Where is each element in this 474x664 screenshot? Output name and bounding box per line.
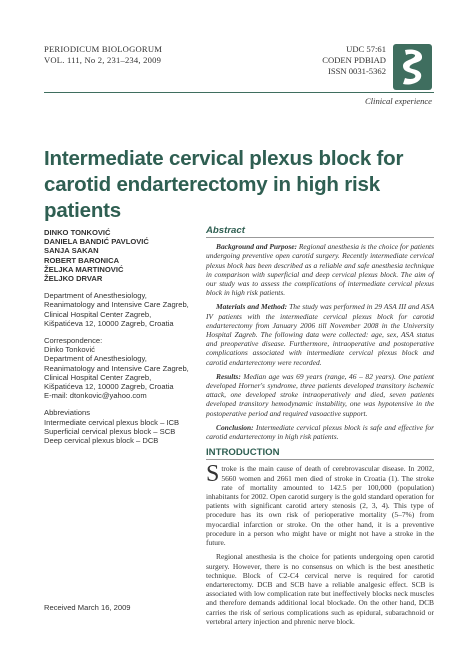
coden-code: CODEN PDBIAD [322,55,386,65]
abstract-heading: Abstract [206,226,434,238]
author-sidebar [44,228,192,445]
introduction-paragraph [206,461,434,548]
abstract-paragraph [206,302,434,366]
author: ROBERT BARONICA [44,255,120,265]
introduction-body [206,461,434,626]
abbreviation-item: Superficial cervical plexus block – SCB [44,426,176,436]
main-column [206,226,434,631]
abstract-text: Intermediate cervical plexus block is safe and effective for carotid endarterectomy in high risk patients. [206,422,434,442]
abstract-paragraph [206,423,434,441]
author: SANJA SAKAN [44,246,99,256]
author: DANIELA BANDIĆ PAVLOVIĆ [44,237,149,247]
author: DINKO TONKOVIĆ [44,228,111,237]
abstract-lead: Materials and Method: [216,302,288,312]
udc-code: UDC 57:61 [346,44,386,54]
correspondence-name: Dinko Tonković [44,345,95,355]
journal-name: PERIODICUM BIOLOGORUM [44,44,163,54]
author: ŽELJKA MARTINOVIĆ [44,264,124,274]
introduction-heading: INTRODUCTION [206,448,434,460]
abbreviations [44,408,192,445]
abstract-paragraph [206,242,434,297]
abstract-body [206,242,434,441]
article-category: Clinical experience [364,96,432,106]
abstract-text: Regional anesthesia is the choice for patients undergoing preventive open carotid surgery. Recently intermediate cervical plexus block has been described as a reliable and safe anesthesia technique in comparison with superficial and deep cervical plexus block. The aim of our study was to assess the complications of intermediate cervical plexus block in high risk patients. [206,242,435,298]
drop-cap: S [206,461,220,488]
abstract-lead: Conclusion: [216,422,254,432]
abstract-paragraph [206,372,434,418]
abstract-lead: Background and Purpose: [216,242,298,252]
received-date: Received March 16, 2009 [44,603,131,612]
journal-volume: VOL. 111, No 2, 231–234, 2009 [44,55,162,65]
abbreviation-item: Deep cervical plexus block – DCB [44,436,159,446]
abstract-text: Median age was 69 years (range, 46 – 82 years). One patient developed Horner's syndrome, three patients developed transitory ischemic attack, one developed stroke intraoperatively and died, seven patients developed transitory hemodynamic instability, one was hypotensive in the postoperative period and required vasoactive support. [206,371,434,418]
correspondence-email[interactable]: E-mail: dtonkovic@yahoo.com [44,391,147,401]
abstract-text: The study was performed in 29 ASA III and ASA IV patients with the intermediate cervical plexus block for carotid endarterectomy from January 2006 till November 2008 in the University Hospital Zagreb. The following data were collected: age, sex, ASA status and preoperative disease. Furthermore, intraoperative and postoperative complications associated with intermediate cervical plexus block and carotid endarterectomy were recorded. [206,302,434,367]
journal-logo [393,44,432,90]
affiliation: Department of Anesthesiology, Reanimatology and Intensive Care Zagreb, Clinical Hospital Center Zagreb, Kišpatićeva 12, 10000 Zagreb, Croatia [44,291,189,328]
header-rule [44,92,434,93]
introduction-text: troke is the main cause of death of cerebrovascular disease. In 2002, 5660 women and 2661 men died of stroke in Croatia (1). The stroke rate of mortality amounted to 142.5 per 100,000 (population) inhabitants for 2002. Open carotid surgery is the gold standard operation for patients with significant carotid artery stenosis (2, 3, 4). This type of procedure has its own risk of perioperative mortality (5–7%) from myocardial infarction or stroke. On the other hand, it is a preventive procedure in a person who might have or might not have a stroke in the future. [206,464,434,548]
correspondence-label: Correspondence: [44,336,103,346]
abbreviations-label: Abbreviations [44,408,91,418]
abstract-lead: Results: [216,371,241,381]
author: ŽELJKO DRVAR [44,274,103,284]
journal-codes [322,44,386,77]
introduction-paragraph: Regional anesthesia is the choice for patients undergoing open carotid surgery. However, there is no consensus on which is the best anesthetic technique. Block of C2-C4 cervical nerve is required for carotid endarterectomy. DCB and SCB have a reliable analgesic effect. SCB is associated with low complication rate but ineffectively blocks neck muscles and therefore demands additional local blockade. On the other hand, DCB carries the risk of serious complications such as epidural, subarachnoid or vertebral artery injection and phrenic nerve block. [206,552,434,626]
abbreviation-item: Intermediate cervical plexus block – ICB [44,417,180,427]
journal-header [44,44,162,66]
author-list [44,228,192,283]
correspondence [44,336,192,400]
issn-code: ISSN 0031-5362 [327,66,386,76]
article-title: Intermediate cervical plexus block for carotid endarterectomy in high risk patients [44,147,404,222]
correspondence-address: Department of Anesthesiology, Reanimatology and Intensive Care Zagreb, Clinical Hospital Center Zagreb, Kišpatićeva 12, 10000 Zagreb, Croatia [44,354,189,392]
